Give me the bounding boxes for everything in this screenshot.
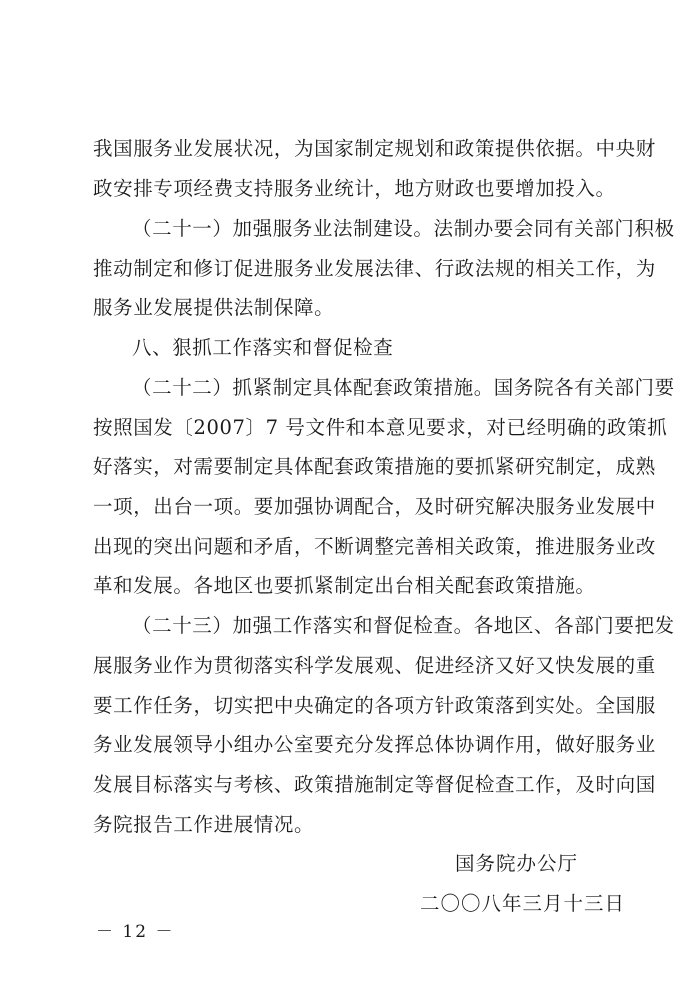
page-number: － 12 － — [96, 922, 175, 942]
chapter-8-heading: 八、狠抓工作落实和督促检查 — [132, 336, 394, 359]
body-line: 一项，出台一项。要加强协调配合，及时研究解决服务业发展中 — [93, 495, 656, 518]
body-line: 务院报告工作进展情况。 — [93, 813, 315, 836]
body-line: 务业发展领导小组办公室要充分发挥总体协调作用，做好服务业 — [93, 733, 656, 756]
body-line: 我国服务业发展状况，为国家制定规划和政策提供依据。中央财 — [93, 137, 656, 160]
body-line: 要工作任务，切实把中央确定的各项方针政策落到实处。全国服 — [93, 694, 656, 717]
issue-date: 二〇〇八年三月十三日 — [420, 892, 626, 915]
body-line: 展服务业作为贯彻落实科学发展观、促进经济又好又快发展的重 — [93, 654, 656, 677]
body-line: 政安排专项经费支持服务业统计，地方财政也要增加投入。 — [93, 177, 616, 200]
body-line: 服务业发展提供法制保障。 — [93, 296, 335, 319]
body-line: 革和发展。各地区也要抓紧制定出台相关配套政策措施。 — [93, 574, 596, 597]
section-23-heading-line: （二十三）加强工作落实和督促检查。各地区、各部门要把发 — [132, 614, 675, 637]
issuer-signature: 国务院办公厅 — [455, 852, 579, 875]
body-line: 发展目标落实与考核、政策措施制定等督促检查工作，及时向国 — [93, 773, 656, 796]
body-line: 好落实，对需要制定具体配套政策措施的要抓紧研究制定，成熟 — [93, 455, 656, 478]
body-line: 按照国发〔2007〕7 号文件和本意见要求，对已经明确的政策抓 — [93, 416, 668, 439]
body-line: 推动制定和修订促进服务业发展法律、行政法规的相关工作，为 — [93, 257, 656, 280]
section-21-heading-line: （二十一）加强服务业法制建设。法制办要会同有关部门积极 — [132, 217, 675, 240]
body-line: 出现的突出问题和矛盾，不断调整完善相关政策，推进服务业改 — [93, 535, 656, 558]
section-22-heading-line: （二十二）抓紧制定具体配套政策措施。国务院各有关部门要 — [132, 376, 675, 399]
